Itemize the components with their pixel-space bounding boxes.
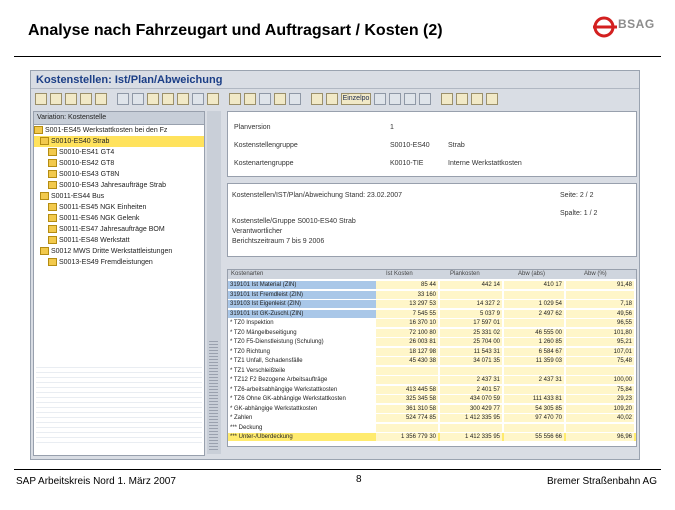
cell-value: 107,01	[566, 348, 634, 356]
logo-text: BSAG	[618, 17, 655, 31]
footer-company: Bremer Straßenbahn AG	[546, 476, 657, 487]
table-row[interactable]	[228, 367, 636, 375]
param-value: K0010-TIE	[390, 160, 424, 167]
folder-icon	[40, 137, 49, 145]
table-row[interactable]	[228, 281, 636, 289]
tree-item-selected[interactable]: S0010-ES40 Strab	[34, 136, 204, 147]
table-row[interactable]	[228, 405, 636, 413]
cell-value: 33 160	[376, 291, 438, 299]
param-label: Planversion	[234, 124, 271, 131]
cell-value	[376, 376, 438, 384]
cell-value: 5 037 9	[440, 310, 502, 318]
info-line: Kostenstellen/IST/Plan/Abweichung Stand: 23.02.2007	[232, 192, 403, 199]
cell-kostenart: * GK-abhängige Werkstattkosten	[230, 405, 318, 412]
cell-value: 34 071 35	[440, 357, 502, 365]
cell-value: 442 14	[440, 281, 502, 289]
info-line: Verantwortlicher	[232, 228, 283, 235]
param-label: Kostenstellengruppe	[234, 142, 298, 149]
cell-kostenart: *** Deckung	[230, 424, 263, 431]
param-value: 1	[390, 124, 394, 131]
cell-value	[376, 424, 438, 432]
tree-item[interactable]: S0011-ES48 Werkstatt	[34, 235, 204, 246]
cell-value	[566, 367, 634, 375]
col-header-kostenarten[interactable]: Kostenarten	[231, 271, 264, 277]
detail-icon[interactable]	[311, 93, 323, 105]
cell-value: 111 433 81	[504, 395, 564, 403]
cell-value: 26 003 81	[376, 338, 438, 346]
expand-icon[interactable]	[117, 93, 129, 105]
cell-value: 1 412 335 95	[440, 414, 502, 422]
cell-value: 1 260 85	[504, 338, 564, 346]
cell-value: 96,55	[566, 319, 634, 327]
cell-kostenart: * TZ0 Richtung	[230, 348, 270, 355]
list-icon[interactable]	[162, 93, 174, 105]
cell-kostenart: * TZ6-arbeitsabhängige Werkstattkosten	[230, 386, 338, 393]
table-row[interactable]	[228, 386, 636, 394]
cell-value: 1 029 54	[504, 300, 564, 308]
column-info: Spalte: 1 / 2	[560, 210, 598, 217]
cell-value	[504, 386, 564, 394]
cell-value: 40,02	[566, 414, 634, 422]
cell-value: 55 556 66	[504, 433, 564, 441]
tree-item[interactable]: S0011-ES46 NGK Gelenk	[34, 213, 204, 224]
cell-value: 524 774 85	[376, 414, 438, 422]
cell-value: 54 305 85	[504, 405, 564, 413]
folder-icon	[48, 214, 57, 222]
param-extra: Strab	[448, 142, 465, 149]
tree-item[interactable]: S0011-ES45 NGK Einheiten	[34, 202, 204, 213]
help-icon[interactable]	[486, 93, 498, 105]
tree-empty-area	[36, 367, 202, 447]
cell-value: 1 356 779 30	[376, 433, 438, 441]
col-header-abw-abs[interactable]: Abw (abs)	[518, 271, 546, 277]
vertical-splitter[interactable]	[207, 111, 221, 454]
cell-kostenart: * TZ1 Verschleißteile	[230, 367, 286, 374]
info-line: Berichtszeitraum 7 bis 9 2006	[232, 238, 325, 245]
cell-value: 25 331 02	[440, 329, 502, 337]
cell-value: 75,84	[566, 386, 634, 394]
hierarchy-icon[interactable]	[65, 93, 77, 105]
currency-icon[interactable]	[456, 93, 468, 105]
cell-value: 72 100 80	[376, 329, 438, 337]
cell-value: 17 597 01	[440, 319, 502, 327]
print-icon[interactable]	[80, 93, 92, 105]
cell-value: 45 430 38	[376, 357, 438, 365]
cell-kostenart: 319101 Ist Material (ZIN)	[228, 281, 376, 289]
folder-icon	[48, 181, 57, 189]
cell-value	[440, 367, 502, 375]
cell-value: 11 359 03	[504, 357, 564, 365]
table-row[interactable]	[228, 291, 636, 299]
cell-value: 361 310 58	[376, 405, 438, 413]
cell-value: 11 543 31	[440, 348, 502, 356]
page-number: 8	[356, 474, 362, 485]
prev-page-icon[interactable]	[389, 93, 401, 105]
cell-value: 1 412 335 95	[440, 433, 502, 441]
folder-icon	[48, 203, 57, 211]
param-extra: Interne Werkstattkosten	[448, 160, 522, 167]
cell-value: 7 545 55	[376, 310, 438, 318]
table-row[interactable]	[228, 300, 636, 308]
first-page-icon[interactable]	[374, 93, 386, 105]
table-row[interactable]	[228, 376, 636, 384]
cell-value	[440, 291, 502, 299]
cell-value: 18 127 98	[376, 348, 438, 356]
cell-value: 413 445 58	[376, 386, 438, 394]
cell-kostenart: * TZ0 F5-Dienstleistung (Schulung)	[230, 339, 324, 345]
table-row[interactable]	[228, 357, 636, 365]
param-label: Kostenartengruppe	[234, 160, 294, 167]
header-rule	[14, 56, 661, 57]
cell-value: 85 44	[376, 281, 438, 289]
cell-kostenart: 319101 Ist GK-Zuschl.(ZIN)	[228, 310, 376, 318]
cell-value	[376, 367, 438, 375]
cell-value: 300 429 77	[440, 405, 502, 413]
cell-value	[566, 291, 634, 299]
cell-kostenart: 319103 Ist Eigenleist (ZIN)	[228, 300, 376, 308]
folder-icon	[48, 159, 57, 167]
tree-item[interactable]: S001-ES45 Werkstattkosten bei den Fz	[34, 125, 204, 136]
cell-value: 95,21	[566, 338, 634, 346]
footer-event: SAP Arbeitskreis Nord 1. März 2007	[16, 476, 176, 487]
cell-kostenart: * TZ1 Unfall, Schadensfälle	[230, 358, 303, 364]
cell-value: 16 370 10	[376, 319, 438, 327]
find-icon[interactable]	[289, 93, 301, 105]
einzelposten-button[interactable]: Einzelpo	[341, 93, 371, 105]
cell-value: 75,48	[566, 357, 634, 365]
folder-icon	[48, 236, 57, 244]
table-row[interactable]	[228, 329, 636, 337]
variation-tree	[33, 111, 205, 456]
cell-value: 25 704 00	[440, 338, 502, 346]
tree-header: Variation: Kostenstelle	[34, 112, 204, 125]
table-header	[228, 270, 636, 279]
table-row[interactable]	[228, 424, 636, 432]
report-icon[interactable]	[147, 93, 159, 105]
cell-value: 97 470 70	[504, 414, 564, 422]
report-header-parameters	[227, 111, 637, 177]
cell-value: 6 584 67	[504, 348, 564, 356]
navigate-icon[interactable]	[50, 93, 62, 105]
cell-value: 7,18	[566, 300, 634, 308]
column-icon[interactable]	[471, 93, 483, 105]
info-line: Kostenstelle/Gruppe S0010-ES40 Strab	[232, 218, 356, 225]
table-row[interactable]	[228, 348, 636, 356]
chart-icon[interactable]	[192, 93, 204, 105]
tree-item[interactable]: S0012 MWS Dritte Werkstattleistungen	[34, 246, 204, 257]
cell-value: 2 437 31	[504, 376, 564, 384]
cell-value: 29,23	[566, 395, 634, 403]
folder-icon	[40, 247, 49, 255]
save-icon[interactable]	[95, 93, 107, 105]
folder-icon	[40, 192, 49, 200]
folder-icon	[48, 225, 57, 233]
next-page-icon[interactable]	[404, 93, 416, 105]
cell-value: 434 070 59	[440, 395, 502, 403]
param-value: S0010-ES40	[390, 142, 430, 149]
cell-value: 14 327 2	[440, 300, 502, 308]
col-header-abw-pct[interactable]: Abw (%)	[584, 271, 607, 277]
cell-value: 410 17	[504, 281, 564, 289]
folder-icon	[48, 170, 57, 178]
tree-item[interactable]: S0011-ES47 Jahresaufträge BOM	[34, 224, 204, 235]
info-icon[interactable]	[274, 93, 286, 105]
sort-icon[interactable]	[207, 93, 219, 105]
col-header-plan[interactable]: Plankosten	[450, 271, 480, 277]
sap-screenshot	[30, 70, 640, 460]
cell-value: 91,48	[566, 281, 634, 289]
table-row-total[interactable]	[228, 433, 636, 441]
folder-icon	[48, 258, 57, 266]
variant-icon[interactable]	[326, 93, 338, 105]
tree-item[interactable]: S0010-ES43 Jahresaufträge Strab	[34, 180, 204, 191]
tree-icon[interactable]	[35, 93, 47, 105]
tree-item[interactable]: S0011-ES44 Bus	[34, 191, 204, 202]
tree-item[interactable]: S0010-ES41 GT4	[34, 147, 204, 158]
footer-rule	[14, 469, 661, 470]
settings-icon[interactable]	[259, 93, 271, 105]
cell-value	[504, 291, 564, 299]
cell-kostenart: * TZ0 Inspektion	[230, 320, 274, 326]
report-header-info	[227, 183, 637, 257]
last-page-icon[interactable]	[419, 93, 431, 105]
cell-kostenart: * TZ0 Mängelbeseitigung	[230, 329, 297, 336]
cell-kostenart: * TZ6 Ohne GK-abhängige Werkstattkosten	[230, 396, 346, 402]
folder-icon	[34, 126, 43, 134]
cell-value: 100,00	[566, 376, 634, 384]
filter-icon[interactable]	[177, 93, 189, 105]
table-row[interactable]	[228, 414, 636, 422]
mail-icon[interactable]	[244, 93, 256, 105]
report-table	[227, 269, 637, 447]
cell-kostenart: * TZ12 F2 Bezogene Arbeitsaufträge	[230, 377, 328, 383]
collapse-icon[interactable]	[132, 93, 144, 105]
cell-value: 109,20	[566, 405, 634, 413]
table-row[interactable]	[228, 319, 636, 327]
col-header-ist[interactable]: Ist Kosten	[386, 271, 413, 277]
cell-value	[566, 424, 634, 432]
cell-value: 101,80	[566, 329, 634, 337]
cell-value	[504, 367, 564, 375]
cell-kostenart: * Zahlen	[230, 415, 253, 421]
cell-value: 2 437 31	[440, 376, 502, 384]
cell-kostenart: *** Unter-/Überdeckung	[230, 434, 293, 440]
layout-icon[interactable]	[441, 93, 453, 105]
cell-value: 2 401 57	[440, 386, 502, 394]
export-icon[interactable]	[229, 93, 241, 105]
tree-item[interactable]: S0013-ES49 Fremdleistungen	[34, 257, 204, 268]
table-row[interactable]	[228, 338, 636, 346]
cell-value: 96,96	[566, 433, 634, 441]
tree-item[interactable]: S0010-ES42 GT8	[34, 158, 204, 169]
tree-item[interactable]: S0010-ES43 GT8N	[34, 169, 204, 180]
cell-value	[504, 319, 564, 327]
cell-value	[504, 424, 564, 432]
sap-window-title: Kostenstellen: Ist/Plan/Abweichung	[36, 74, 223, 86]
cell-value: 325 345 58	[376, 395, 438, 403]
table-row[interactable]	[228, 310, 636, 318]
page-info: Seite: 2 / 2	[560, 192, 594, 199]
sap-toolbar	[35, 93, 635, 107]
cell-value: 49,56	[566, 310, 634, 318]
table-row[interactable]	[228, 395, 636, 403]
folder-icon	[48, 148, 57, 156]
cell-value: 13 297 53	[376, 300, 438, 308]
cell-kostenart: 319101 Ist Fremdleist (ZIN)	[228, 291, 376, 299]
cell-value	[440, 424, 502, 432]
cell-value: 46 555 00	[504, 329, 564, 337]
cell-value: 2 497 62	[504, 310, 564, 318]
slide-title: Analyse nach Fahrzeugart und Auftragsart / Kosten (2)	[28, 22, 443, 39]
